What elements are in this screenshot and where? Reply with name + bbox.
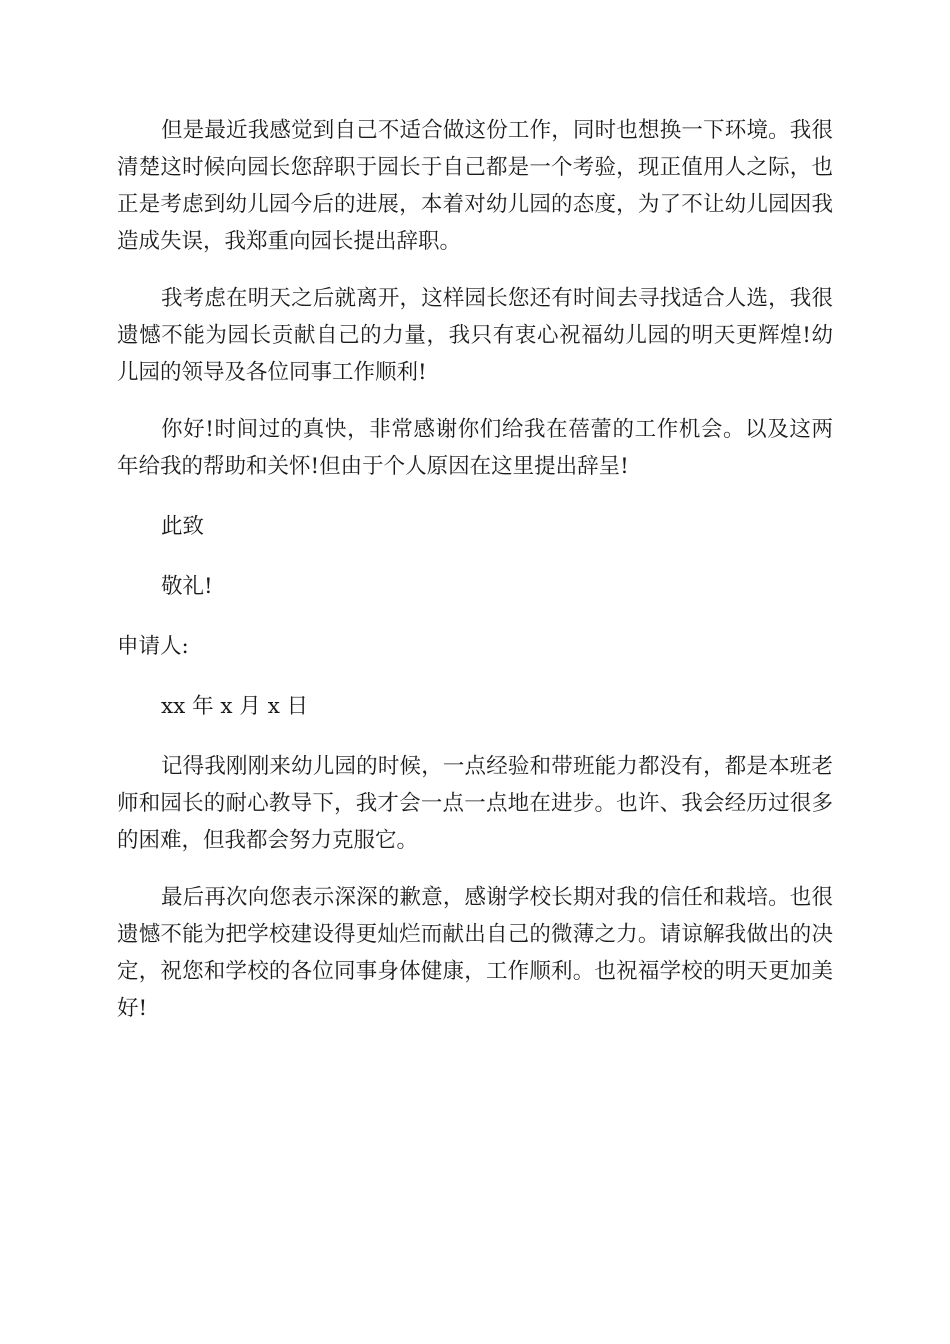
closing-salutation: 此致 [161, 514, 205, 539]
date-line: xx 年 x 月 x 日 [161, 694, 309, 719]
body-paragraph-3: 你好!时间过的真快，非常感谢你们给我在蓓蕾的工作机会。以及这两年给我的帮助和关怀!但由于个人原因在这里提出辞呈! [117, 417, 833, 479]
body-paragraph-5: 最后再次向您表示深深的歉意，感谢学校长期对我的信任和栽培。也很遗憾不能为把学校建设得更灿烂而献出自己的微薄之力。请谅解我做出的决定，祝您和学校的各位同事身体健康，工作顺利。也祝福学校的明天更加美好! [117, 885, 833, 1021]
document-page [117, 112, 833, 1027]
body-paragraph-2: 我考虑在明天之后就离开，这样园长您还有时间去寻找适合人选，我很遗憾不能为园长贡献自己的力量，我只有衷心祝福幼儿园的明天更辉煌!幼儿园的领导及各位同事工作顺利! [117, 286, 833, 385]
body-paragraph-1: 但是最近我感觉到自己不适合做这份工作，同时也想换一下环境。我很清楚这时候向园长您辞职于园长于自己都是一个考验，现正值用人之际，也正是考虑到幼儿园今后的进展，本着对幼儿园的态度，为了不让幼儿园因我造成失误，我郑重向园长提出辞职。 [117, 118, 833, 254]
closing-respect: 敬礼! [161, 574, 213, 599]
body-paragraph-4: 记得我刚刚来幼儿园的时候，一点经验和带班能力都没有，都是本班老师和园长的耐心教导下，我才会一点一点地在进步。也许、我会经历过很多的困难，但我都会努力克服它。 [117, 754, 833, 853]
applicant-label: 申请人: [117, 634, 189, 659]
